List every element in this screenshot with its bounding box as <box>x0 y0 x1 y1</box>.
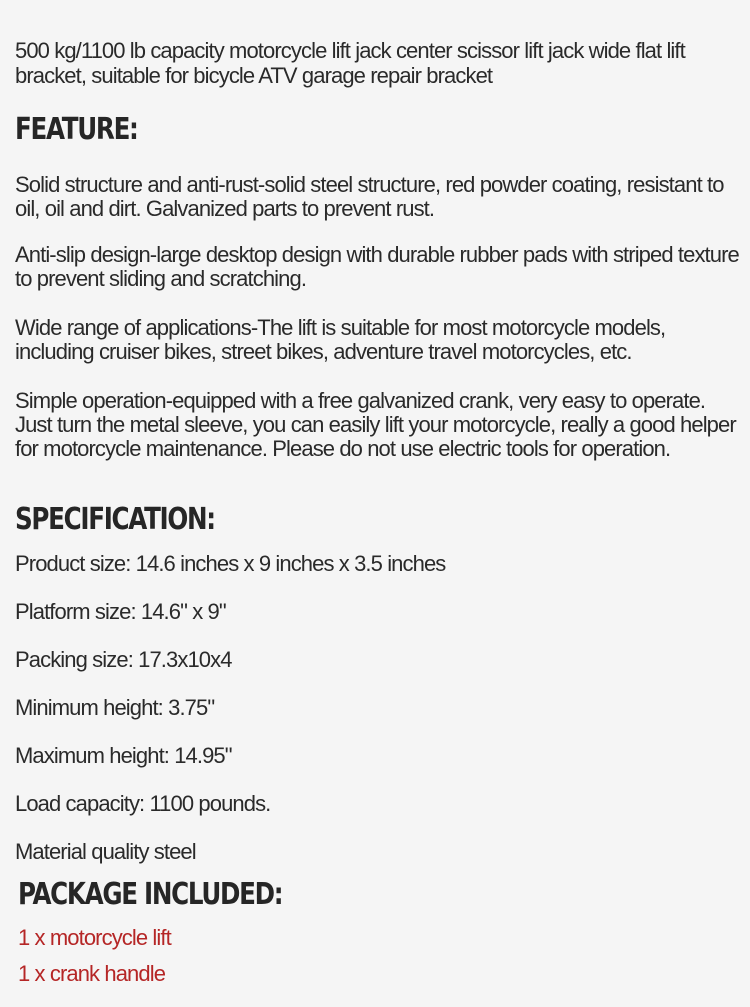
spec-load-capacity: Load capacity: 1100 pounds. <box>15 791 271 816</box>
feature-paragraph-anti-slip: Anti-slip design-large desktop design with durable rubber pads with striped texture to prevent sliding and scratching. <box>15 242 739 291</box>
spec-platform-size: Platform size: 14.6" x 9" <box>15 599 226 624</box>
spec-minimum-height: Minimum height: 3.75" <box>15 695 215 720</box>
spec-material: Material quality steel <box>15 839 196 864</box>
package-item-lift: 1 x motorcycle lift <box>18 925 171 950</box>
feature-heading: FEATURE: <box>15 112 138 147</box>
spec-product-size: Product size: 14.6 inches x 9 inches x 3.5 inches <box>15 551 446 576</box>
feature-paragraph-applications: Wide range of applications-The lift is suitable for most motorcycle models, including cruiser bikes, street bikes, adventure travel motorcycles, etc. <box>15 315 666 364</box>
specification-heading: SPECIFICATION: <box>15 502 215 537</box>
feature-paragraph-operation: Simple operation-equipped with a free galvanized crank, very easy to operate. Just turn the metal sleeve, you can easily lift your motorcycle, really a good helper for motorcycle maintenance. Please do not use electric tools for operation. <box>15 388 736 461</box>
spec-maximum-height: Maximum height: 14.95" <box>15 743 232 768</box>
product-title: 500 kg/1100 lb capacity motorcycle lift jack center scissor lift jack wide flat lift bracket, suitable for bicycle ATV garage repair bracket <box>15 38 685 88</box>
feature-paragraph-structure: Solid structure and anti-rust-solid steel structure, red powder coating, resistant to oil, oil and dirt. Galvanized parts to prevent rust. <box>15 172 724 221</box>
package-item-crank: 1 x crank handle <box>18 961 166 986</box>
package-heading: PACKAGE INCLUDED: <box>18 877 283 912</box>
spec-packing-size: Packing size: 17.3x10x4 <box>15 647 232 672</box>
